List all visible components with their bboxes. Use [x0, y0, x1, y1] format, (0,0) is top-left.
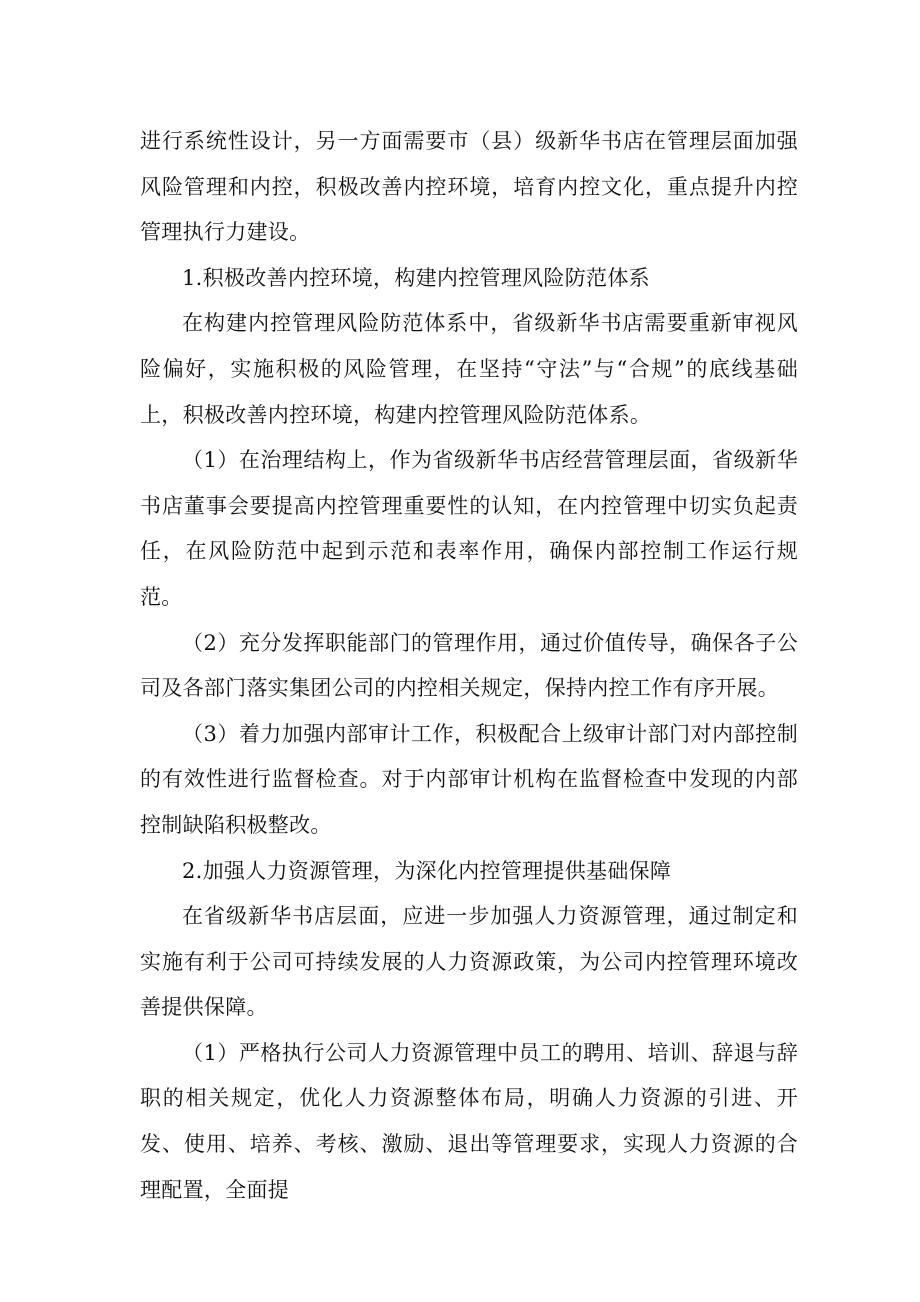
paragraph-1-item-1: （1）在治理结构上，作为省级新华书店经营管理层面，省级新华书店董事会要提高内控管理重要性的认知，在内控管理中切实负起责任，在风险防范中起到示范和表率作用，确保内部控制工作运行规范。: [140, 448, 798, 609]
paragraph-2-item-1: （1）严格执行公司人力资源管理中员工的聘用、培训、辞退与辞职的相关规定，优化人力资源整体布局，明确人力资源的引进、开发、使用、培养、考核、激励、退出等管理要求，实现人力资源的合理配置，全面提: [140, 1040, 798, 1202]
section-heading-2: 2.加强人力资源管理，为深化内控管理提供基础保障: [182, 858, 672, 883]
paragraph-continuation: 进行系统性设计，另一方面需要市（县）级新华书店在管理层面加强风险管理和内控，积极改善内控环境，培育内控文化，重点提升内控管理执行力建设。: [140, 129, 798, 245]
paragraph-1-item-3: （3）着力加强内部审计工作，积极配合上级审计部门对内部控制的有效性进行监督检查。对于内部审计机构在监督检查中发现的内部控制缺陷积极整改。: [140, 721, 798, 837]
section-heading-1: 1.积极改善内控环境，构建内控管理风险防范体系: [182, 265, 650, 290]
paragraph-1-item-2: （2）充分发挥职能部门的管理作用，通过价值传导，确保各子公司及各部门落实集团公司的内控相关规定，保持内控工作有序开展。: [140, 630, 798, 701]
paragraph-1-intro: 在构建内控管理风险防范体系中，省级新华书店需要重新审视风险偏好，实施积极的风险管理，在坚持“守法”与“合规”的底线基础上，积极改善内控环境，构建内控管理风险防范体系。: [140, 311, 798, 427]
paragraph-2-intro: 在省级新华书店层面，应进一步加强人力资源管理，通过制定和实施有利于公司可持续发展的人力资源政策，为公司内控管理环境改善提供保障。: [140, 904, 798, 1020]
document-body: [140, 119, 798, 1213]
